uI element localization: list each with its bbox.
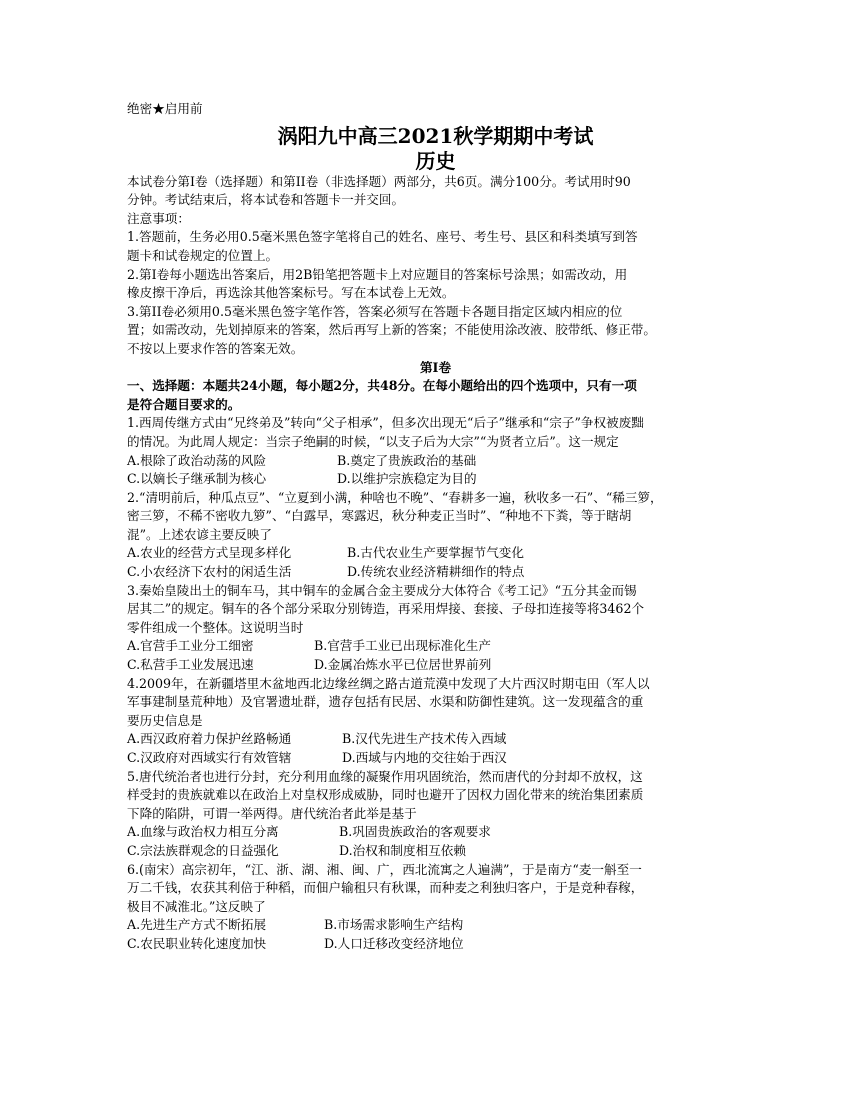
option-c: C.汉政府对西域实行有效管辖: [127, 750, 292, 765]
question-text: 极目不减淮北。”这反映了: [127, 898, 266, 914]
question-text: 密三箩，不稀不密收九箩”、“白露早，寒露迟，秋分种麦正当时”、“种地不下粪，等于瞎胡: [127, 508, 632, 524]
intro-line: 2.第I卷每小题选出答案后，用2B铅笔把答题卡上对应题目的答案标号涂黑；如需改动，用: [127, 266, 628, 282]
option-b: B.汉代先进生产技术传入西域: [342, 731, 507, 747]
exam-title: 涡阳九中高三2021秋学期期中考试: [277, 123, 594, 148]
option-c: C.宗法族群观念的日益强化: [127, 842, 279, 858]
option-b: B.奠定了贵族政治的基础: [337, 452, 477, 468]
option-d: D.传统农业经济精耕细作的特点: [347, 564, 525, 580]
question-text: 3.秦始皇陵出土的铜车马，其中铜车的金属合金主要成分大体符合《考工记》“五分其金而锡: [127, 582, 637, 598]
option-row: [127, 637, 744, 656]
question-text: 混”。上述农谚主要反映了: [127, 526, 272, 542]
intro-line: 注意事项：: [127, 210, 190, 226]
option-row: [127, 563, 744, 582]
question-2: [127, 489, 744, 582]
option-row: [127, 470, 744, 489]
exam-subject: 历史: [415, 148, 456, 173]
option-row: [127, 656, 744, 675]
question-1: [127, 414, 744, 488]
option-c: C.以嫡长子继承制为核心: [127, 471, 267, 487]
option-a: A.血缘与政治权力相互分离: [127, 824, 279, 840]
question-text: 2.“清明前后，种瓜点豆”、“立夏到小满，种啥也不晚”、“春耕多一遍，秋收多一石”、“稀三箩，: [127, 489, 663, 505]
option-d: D.金属冶炼水平已位居世界前列: [314, 657, 492, 673]
option-a: A.农业的经营方式呈现多样化: [127, 545, 292, 561]
section-instruction: 一、选择题：本题共24小题，每小题2分，共48分。在每小题给出的四个选项中，只有一项: [127, 378, 637, 394]
option-c: C.小农经济下农村的闲适生活: [127, 564, 292, 580]
option-row: [127, 452, 744, 471]
question-5: [127, 768, 744, 861]
question-text: 万二千钱，农获其利倍于种稻，而佃户输租只有秋课，而种麦之利独归客户，于是竞种春稼，: [127, 880, 644, 896]
question-text: 的情况。为此周人规定：当宗子绝嗣的时候，“以支子后为大宗”“为贤者立后”。这一规定: [127, 433, 619, 449]
option-b: B.市场需求影响生产结构: [324, 917, 464, 933]
intro-line: 本试卷分第I卷（选择题）和第II卷（非选择题）两部分，共6页。满分100分。考试用时90: [127, 173, 631, 189]
option-a: A.根除了政治动荡的风险: [127, 452, 267, 468]
intro-line: 橡皮擦干净后，再选涂其他答案标号。写在本试卷上无效。: [127, 285, 455, 301]
question-text: 居其二”的规定。铜车的各个部分采取分别铸造，再采用焊接、套接、子母扣连接等将3462个: [127, 601, 645, 617]
option-c: C.农民职业转化速度加快: [127, 935, 267, 951]
section-instruction: 是符合题目要求的。: [127, 396, 241, 412]
intro-line: 置；如需改动，先划掉原来的答案，然后再写上新的答案；不能使用涂改液、胶带纸、修正带。: [127, 322, 656, 338]
exam-page: [127, 100, 744, 954]
option-row: [127, 544, 744, 563]
option-row: [127, 749, 744, 768]
question-text: 下降的陷阱，可谓一举两得。唐代统治者此举是基于: [127, 805, 417, 821]
option-d: D.西域与内地的交往始于西汉: [342, 750, 507, 765]
intro-line: 分钟。考试结束后，将本试卷和答题卡一并交回。: [127, 192, 405, 208]
question-text: 5.唐代统治者也进行分封，充分利用血缘的凝聚作用巩固统治，然而唐代的分封却不放权，这: [127, 768, 643, 784]
option-d: D.治权和制度相互依赖: [339, 842, 466, 858]
option-row: [127, 823, 744, 842]
option-a: A.官营手工业分工细密: [127, 638, 254, 654]
question-text: 要历史信息是: [127, 712, 203, 728]
option-row: [127, 842, 744, 861]
option-c: C.私营手工业发展迅速: [127, 657, 254, 673]
intro-line: 1.答题前，生务必用0.5毫米黑色签字笔将自己的姓名、座号、考生号、县区和科类填写到答: [127, 229, 638, 245]
intro-block: [127, 173, 744, 359]
intro-line: 题卡和试卷规定的位置上。: [127, 247, 279, 263]
option-row: [127, 916, 744, 935]
option-d: D.人口迁移改变经济地位: [324, 935, 464, 951]
option-row: [127, 935, 744, 954]
question-6: [127, 861, 744, 954]
intro-line: 3.第II卷必须用0.5毫米黑色签字笔作答，答案必须写在答题卡各题目指定区域内相应的位: [127, 303, 623, 319]
question-text: 军事建制垦荒种地）及官署遗址群，遗存包括有民居、水渠和防御性建筑。这一发现蕴含的重: [127, 694, 644, 710]
option-a: A.先进生产方式不断拓展: [127, 917, 267, 933]
option-b: B.巩固贵族政治的客观要求: [339, 824, 491, 840]
option-b: B.官营手工业已出现标准化生产: [314, 638, 491, 654]
option-a: A.西汉政府着力保护丝路畅通: [127, 731, 292, 747]
question-text: 6.(南宋）高宗初年，“江、浙、湖、湘、闽、广，西北流寓之人遍满”，于是南方“麦一斛至一: [127, 861, 642, 877]
option-b: B.古代农业生产要掌握节气变化: [347, 545, 524, 561]
question-text: 样受封的贵族就难以在政治上对皇权形成威胁，同时也避开了因权力固化带来的统治集团素质: [127, 787, 644, 803]
option-d: D.以维护宗族稳定为目的: [337, 471, 477, 487]
question-4: [127, 675, 744, 768]
question-text: 4.2009年，在新疆塔里木盆地西北边缘丝绸之路古道荒漠中发现了大片西汉时期屯田（军人以: [127, 675, 650, 691]
question-text: 1.西周传继方式由“兄终弟及”转向“父子相承”，但多次出现无“后子”继承和“宗子”争权被废黜: [127, 415, 644, 431]
question-text: 零件组成一个整体。这说明当时: [127, 619, 304, 635]
option-row: [127, 730, 744, 749]
section-title: 第I卷: [419, 359, 452, 375]
confidential-mark: 绝密★启用前: [127, 101, 203, 116]
intro-line: 不按以上要求作答的答案无效。: [127, 340, 304, 356]
question-3: [127, 582, 744, 675]
